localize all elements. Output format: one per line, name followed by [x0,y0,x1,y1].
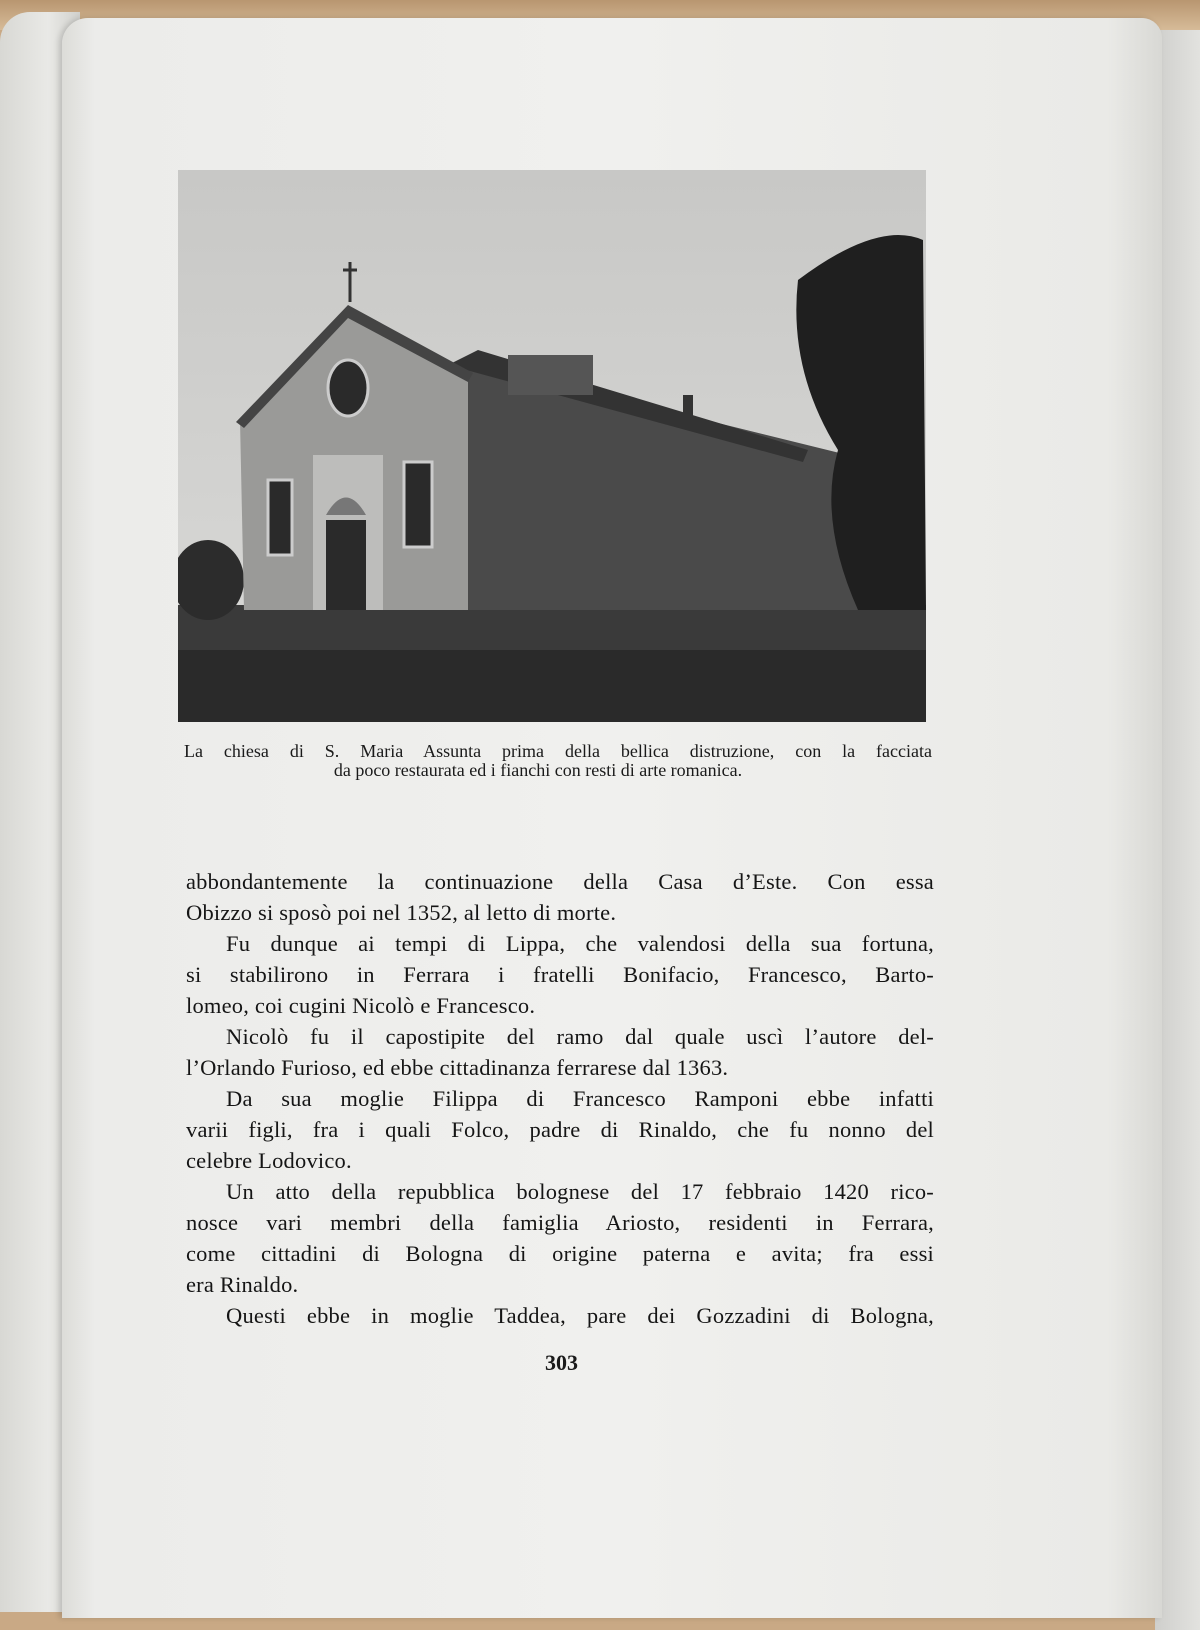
text-line: celebre Lodovico. [186,1148,352,1173]
text-line: l’Orlando Furioso, ed ebbe cittadinanza ferrarese dal 1363. [186,1055,729,1080]
text-line: abbondantemente la continuazione della Casa d’Este. Con essa [186,869,934,894]
body-text [186,866,934,1331]
text-line: lomeo, coi cugini Nicolò e Francesco. [186,993,536,1018]
text-line: Fu dunque ai tempi di Lippa, che valendosi della sua fortuna, [226,931,934,956]
text-line: era Rinaldo. [186,1272,299,1297]
church-photograph [178,170,926,722]
photo-caption [184,742,932,780]
text-line: Un atto della repubblica bolognese del 17 febbraio 1420 rico- [226,1179,934,1204]
text-line: nosce vari membri della famiglia Ariosto, residenti in Ferrara, [186,1210,934,1235]
text-line: varii figli, fra i quali Folco, padre di Rinaldo, che fu nonno del [186,1117,934,1142]
text-line: si stabilirono in Ferrara i fratelli Bonifacio, Francesco, Barto- [186,962,934,987]
caption-line: La chiesa di S. Maria Assunta prima della bellica distruzione, con la facciata [184,741,932,761]
page-number: 303 [545,1350,578,1375]
text-line: Obizzo si sposò poi nel 1352, al letto di morte. [186,900,617,925]
text-line: come cittadini di Bologna di origine paterna e avita; fra essi [186,1241,934,1266]
text-line: Questi ebbe in moglie Taddea, pare dei Gozzadini di Bologna, [226,1303,934,1328]
caption-line: da poco restaurata ed i fianchi con resti di arte romanica. [333,760,743,780]
text-line: Da sua moglie Filippa di Francesco Ramponi ebbe infatti [226,1086,934,1111]
text-line: Nicolò fu il capostipite del ramo dal quale uscì l’autore del- [226,1024,934,1049]
